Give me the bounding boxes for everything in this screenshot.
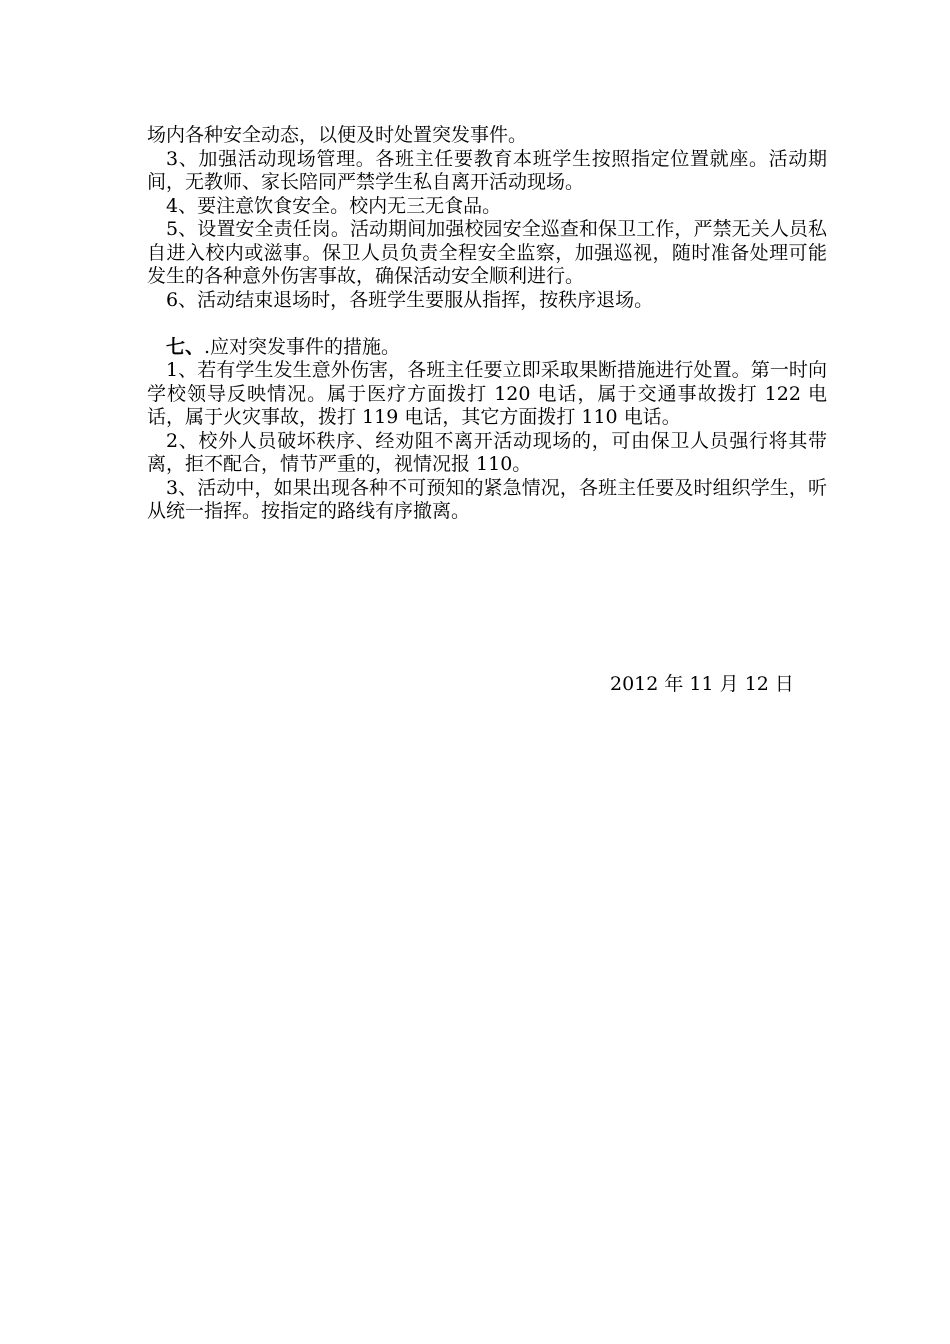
section-heading-7: [147, 336, 827, 360]
paragraph-item-5: 5、设置安全责任岗。活动期间加强校园安全巡查和保卫工作，严禁无关人员私自进入校内或滋事。保卫人员负责全程安全监察，加强巡视，随时准备处理可能发生的各种意外伤害事故，确保活动安全顺利进行。: [147, 218, 827, 287]
paragraph-continuation: 场内各种安全动态，以便及时处置突发事件。: [147, 124, 528, 146]
section-title: .应对突发事件的措施。: [204, 335, 401, 358]
measure-item-1: 1、若有学生发生意外伤害，各班主任要立即采取果断措施进行处置。第一时向学校领导反映情况。属于医疗方面拨打 120 电话，属于交通事故拨打 122 电话，属于火灾事故，拨打 119 电话，其它方面拨打 110 电话。: [147, 359, 827, 428]
document-date: 2012 年 11 月 12 日: [610, 673, 794, 695]
measure-item-2: 2、校外人员破坏秩序、经劝阻不离开活动现场的，可由保卫人员强行将其带离，拒不配合，情节严重的，视情况报 110。: [147, 429, 827, 475]
paragraph-item-6: 6、活动结束退场时，各班学生要服从指挥，按秩序退场。: [166, 288, 654, 311]
section-spacer: [147, 312, 827, 336]
paragraph-item-3: 3、加强活动现场管理。各班主任要教育本班学生按照指定位置就座。活动期间，无教师、家长陪同严禁学生私自离开活动现场。: [147, 147, 827, 193]
paragraph-item-4: 4、要注意饮食安全。校内无三无食品。: [166, 194, 502, 217]
section-number: 七、: [166, 335, 205, 358]
document-body: [147, 124, 827, 524]
measure-item-3: 3、活动中，如果出现各种不可预知的紧急情况，各班主任要及时组织学生，听从统一指挥。按指定的路线有序撤离。: [147, 476, 827, 522]
